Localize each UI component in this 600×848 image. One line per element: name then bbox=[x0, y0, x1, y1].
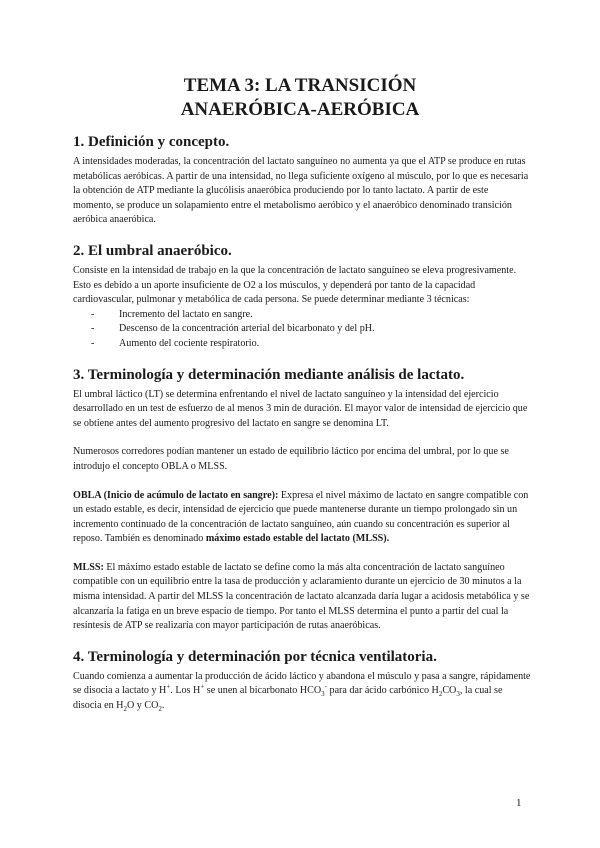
section-3-paragraph-1: El umbral láctico (LT) se determina enfrentando el nivel de lactato sanguíneo y la intensidad del ejercicio desarrollado en un test de esfuerzo de al menos 3 min de duración. El mayor valor de intensidad de ejercicio que se obtiene antes del aumento progresivo del lactato en sangre se denomina LT. bbox=[73, 388, 528, 429]
mlss-definition: El máximo estado estable de lactato se define como la más alta concentración de lactato sanguíneo compatible con un equilibrio entre la tasa de producción y aclaramiento durante un ejercicio de 30 minutos a la misma intensidad. A partir del MLSS la concentración de lactato alcanzada daría lugar a acidosis metabólica y se alcanzaría la fatiga en un breve espacio de tiempo. Por tanto el MLSS determina el punto a partir del cual la resíntesis de ATP se realizaría con mayor participación de rutas anaeróbicas. bbox=[73, 561, 530, 632]
list-item: - Descenso de la concentración arterial del bicarbonato y del pH. bbox=[91, 322, 531, 337]
section-1-paragraph: A intensidades moderadas, la concentración del lactato sanguíneo no aumenta ya que el ATP se produce en rutas metabólicas aeróbicas. A partir de una intensidad, no llega suficiente oxígeno al músculo, por lo que es necesaria la obtención de ATP mediante la glucólisis anaeróbica produciendo por lo tanto lactato. A partir de este momento, se produce un solapamiento entre el metabolismo aeróbico y el anaeróbico denominado transición aeróbica anaeróbica. bbox=[73, 156, 529, 226]
obla-term: OBLA (Inicio de acúmulo de lactato en sangre): bbox=[73, 489, 279, 501]
text-run: Cuando comienza a aumentar la producción de ácido láctico y abandona el músculo y pasa a sangre, rápidamente se disocia a lactato y H bbox=[73, 670, 531, 697]
superscript: + bbox=[166, 683, 171, 692]
list-item: - Aumento del cociente respiratorio. bbox=[91, 337, 531, 352]
document-body bbox=[73, 133, 531, 714]
section-3-paragraph-2: Numerosos corredores podían mantener un estado de equilibrio láctico por encima del umbral, por lo que se introdujo el concepto OBLA o MLSS. bbox=[73, 446, 509, 472]
mlss-term: MLSS: bbox=[73, 561, 104, 573]
title-line-1: TEMA 3: LA TRANSICIÓN bbox=[183, 75, 417, 96]
text-run: se unen al bicarbonato HCO bbox=[204, 685, 322, 697]
text-run: O y CO bbox=[126, 700, 159, 712]
subscript: 2 bbox=[438, 690, 443, 699]
superscript: - bbox=[324, 683, 327, 692]
subscript: 3 bbox=[321, 690, 325, 699]
text-run: para dar ácido carbónico H bbox=[327, 685, 439, 697]
superscript: + bbox=[200, 683, 205, 692]
subscript: 2 bbox=[123, 705, 127, 714]
section-2-heading: 2. El umbral anaeróbico. bbox=[73, 242, 232, 259]
section-3-paragraph-mlss bbox=[73, 561, 531, 634]
section-2-paragraph: Consiste en la intensidad de trabajo en la que la concentración de lactato sanguíneo se eleva progresivamente. Esto es debido a un aporte insuficiente de O2 a los músculos, y dependerá por tanto de la capacidad cardiovascular, pulmonar y metabólica de cada persona. Se puede determinar mediante 3 técnicas: bbox=[73, 264, 517, 306]
text-run: CO bbox=[442, 685, 457, 697]
title-line-2: ANAERÓBICA-AERÓBICA bbox=[180, 99, 420, 120]
page-title bbox=[0, 74, 600, 122]
text-run: . Los H bbox=[170, 685, 201, 697]
technique-list bbox=[73, 308, 531, 352]
section-4-heading: 4. Terminología y determinación por técnica ventilatoria. bbox=[73, 648, 437, 665]
obla-definition: Expresa el nivel máximo de lactato en sangre compatible con un estado estable, es decir, intensidad de ejercicio que puede mantenerse durante un tiempo prolongado sin un incremento continuado de la concentración de lactato sanguíneo, aún cuando su concentración es superior al reposo. También es denominado bbox=[73, 489, 529, 545]
mlss-term-inline: máximo estado estable del lactato (MLSS). bbox=[205, 533, 390, 545]
section-4-paragraph bbox=[73, 670, 531, 714]
section-1-heading: 1. Definición y concepto. bbox=[73, 134, 230, 150]
subscript: 2 bbox=[158, 705, 162, 714]
section-3-heading: 3. Terminología y determinación mediante análisis de lactato. bbox=[73, 366, 465, 383]
subscript: 3 bbox=[456, 690, 460, 699]
page-number: 1 bbox=[516, 797, 522, 809]
section-3-paragraph-obla bbox=[73, 489, 531, 547]
text-run: . bbox=[161, 700, 165, 712]
list-item: - Incremento del lactato en sangre. bbox=[91, 308, 531, 323]
text-run: , la cual se disocia en H bbox=[73, 685, 503, 712]
